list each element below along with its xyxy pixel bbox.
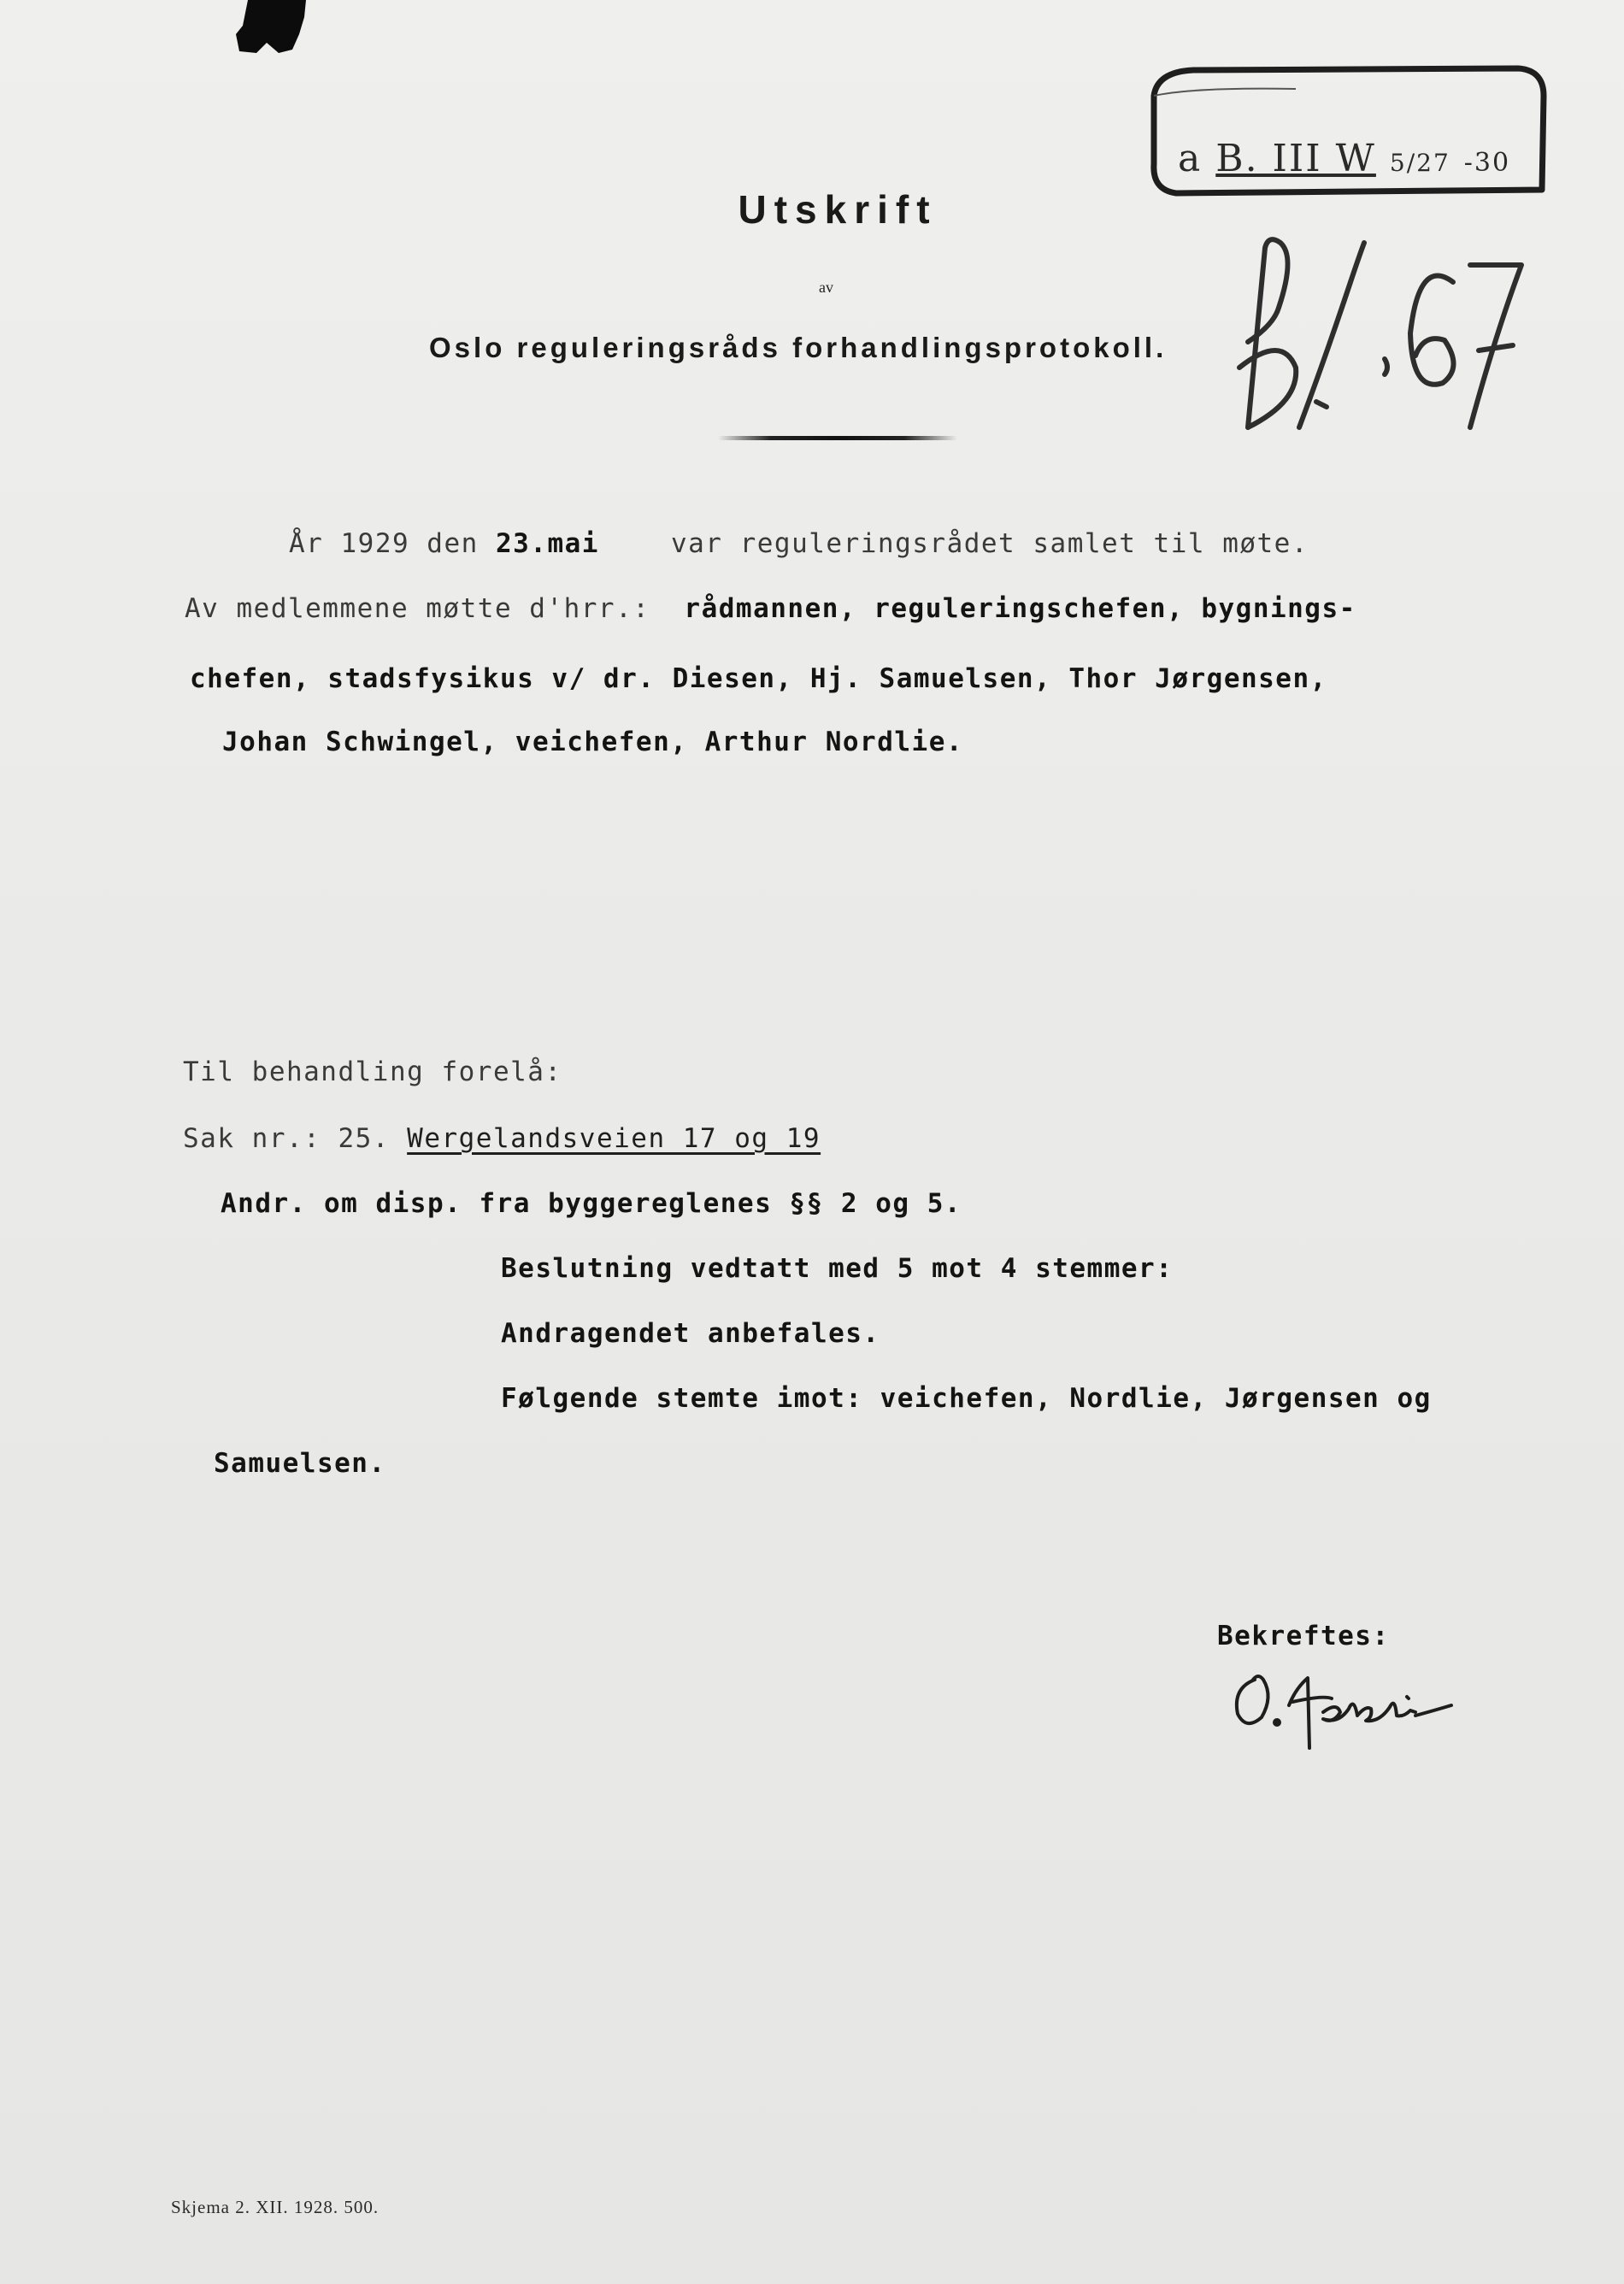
archive-stamp [1142,62,1569,207]
recommendation-line: Andragendet anbefales. [501,1318,880,1349]
meeting-line-3: chefen, stadsfysikus v/ dr. Diesen, Hj. Samuelsen, Thor Jørgensen, [190,663,1327,694]
meeting-line-1: År 1929 den 23.mai var reguleringsrådet samlet til møte. [289,528,1309,559]
meeting-line-4: Johan Schwingel, veichefen, Arthur Nordlie. [222,727,964,757]
title-av: av [819,279,833,296]
confirmation-label: Bekreftes: [1217,1621,1390,1651]
header-rule [718,436,957,440]
against-line-1: Følgende stemte imot: veichefen, Nordlie, Jørgensen og [501,1383,1432,1414]
archive-stamp-text: a B. III W 5/27 -30 [1178,137,1511,180]
decision-line: Beslutning vedtatt med 5 mot 4 stemmer: [501,1253,1174,1284]
document-title: Utskrift [738,187,938,232]
request-line: Andr. om disp. fra byggereglenes §§ 2 og 5. [221,1188,962,1219]
form-footer: Skjema 2. XII. 1928. 500. [171,2197,380,2217]
case-line: Sak nr.: 25. Wergelandsveien 17 og 19 [183,1123,821,1154]
ink-mark [232,0,311,55]
document-subtitle: Oslo reguleringsråds forhandlingsprotokoll. [429,332,1168,363]
agenda-heading: Til behandling forelå: [183,1057,562,1087]
against-line-2: Samuelsen. [214,1448,386,1479]
meeting-line-2: Av medlemmene møtte d'hrr.: rådmannen, reguleringschefen, bygnings- [185,593,1356,624]
